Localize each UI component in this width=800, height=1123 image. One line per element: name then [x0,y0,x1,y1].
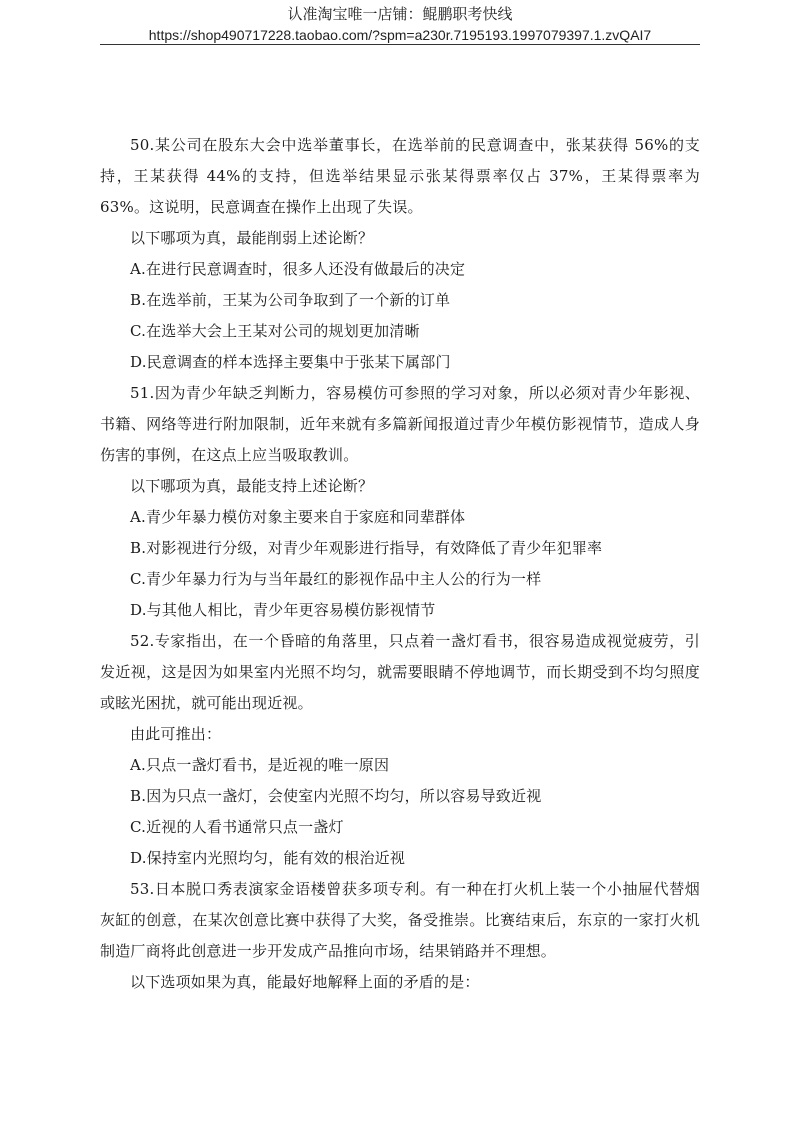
question-51-option-d: D.与其他人相比，青少年更容易模仿影视情节 [130,601,436,619]
question-50-stem: 50.某公司在股东大会中选举董事长，在选举前的民意调查中，张某获得 56%的支持，王某获得 44%的支持，但选举结果显示张某得票率仅占 37%，王某得票率为 63%。这说明，民意调查在操作上出现了失误。 [100,136,700,216]
question-50-option-b: B.在选举前，王某为公司争取到了一个新的订单 [130,291,451,309]
document-body [100,130,700,998]
page-header [100,0,700,45]
header-divider [100,44,700,45]
question-51-prompt: 以下哪项为真，最能支持上述论断？ [130,477,374,495]
question-53-prompt: 以下选项如果为真，能最好地解释上面的矛盾的是： [130,973,480,991]
question-50-option-a: A.在进行民意调查时，很多人还没有做最后的决定 [130,260,466,278]
question-50-option-c: C.在选举大会上王某对公司的规划更加清晰 [130,322,420,340]
question-51-option-a: A.青少年暴力模仿对象主要来自于家庭和同辈群体 [130,508,466,526]
shop-url[interactable]: https://shop490717228.taobao.com/?spm=a230r.7195193.1997079397.1.zvQAI7 [148,27,652,43]
question-52-option-d: D.保持室内光照均匀，能有效的根治近视 [130,849,406,867]
question-52-option-c: C.近视的人看书通常只点一盏灯 [130,818,344,836]
question-53-stem: 53.日本脱口秀表演家金语楼曾获多项专利。有一种在打火机上装一个小抽屉代替烟灰缸的创意，在某次创意比赛中获得了大奖，备受推崇。比赛结束后，东京的一家打火机制造厂商将此创意进一步开发成产品推向市场，结果销路并不理想。 [100,880,700,960]
question-50-prompt: 以下哪项为真，最能削弱上述论断？ [130,229,374,247]
question-52-prompt: 由此可推出： [130,725,222,743]
question-50-option-d: D.民意调查的样本选择主要集中于张某下属部门 [130,353,451,371]
question-51-option-b: B.对影视进行分级，对青少年观影进行指导，有效降低了青少年犯罪率 [130,539,603,557]
question-52-option-b: B.因为只点一盏灯，会使室内光照不均匀，所以容易导致近视 [130,787,542,805]
question-51-option-c: C.青少年暴力行为与当年最红的影视作品中主人公的行为一样 [130,570,542,588]
question-51-stem: 51.因为青少年缺乏判断力，容易模仿可参照的学习对象，所以必须对青少年影视、书籍、网络等进行附加限制，近年来就有多篇新闻报道过青少年模仿影视情节，造成人身伤害的事例，在这点上应当吸取教训。 [100,384,700,464]
question-52-stem: 52.专家指出，在一个昏暗的角落里，只点着一盏灯看书，很容易造成视觉疲劳，引发近视，这是因为如果室内光照不均匀，就需要眼睛不停地调节，而长期受到不均匀照度或眩光困扰，就可能出现近视。 [100,632,700,712]
question-52-option-a: A.只点一盏灯看书，是近视的唯一原因 [130,756,390,774]
shop-name: 认准淘宝唯一店铺：鲲鹏职考快线 [287,5,513,23]
